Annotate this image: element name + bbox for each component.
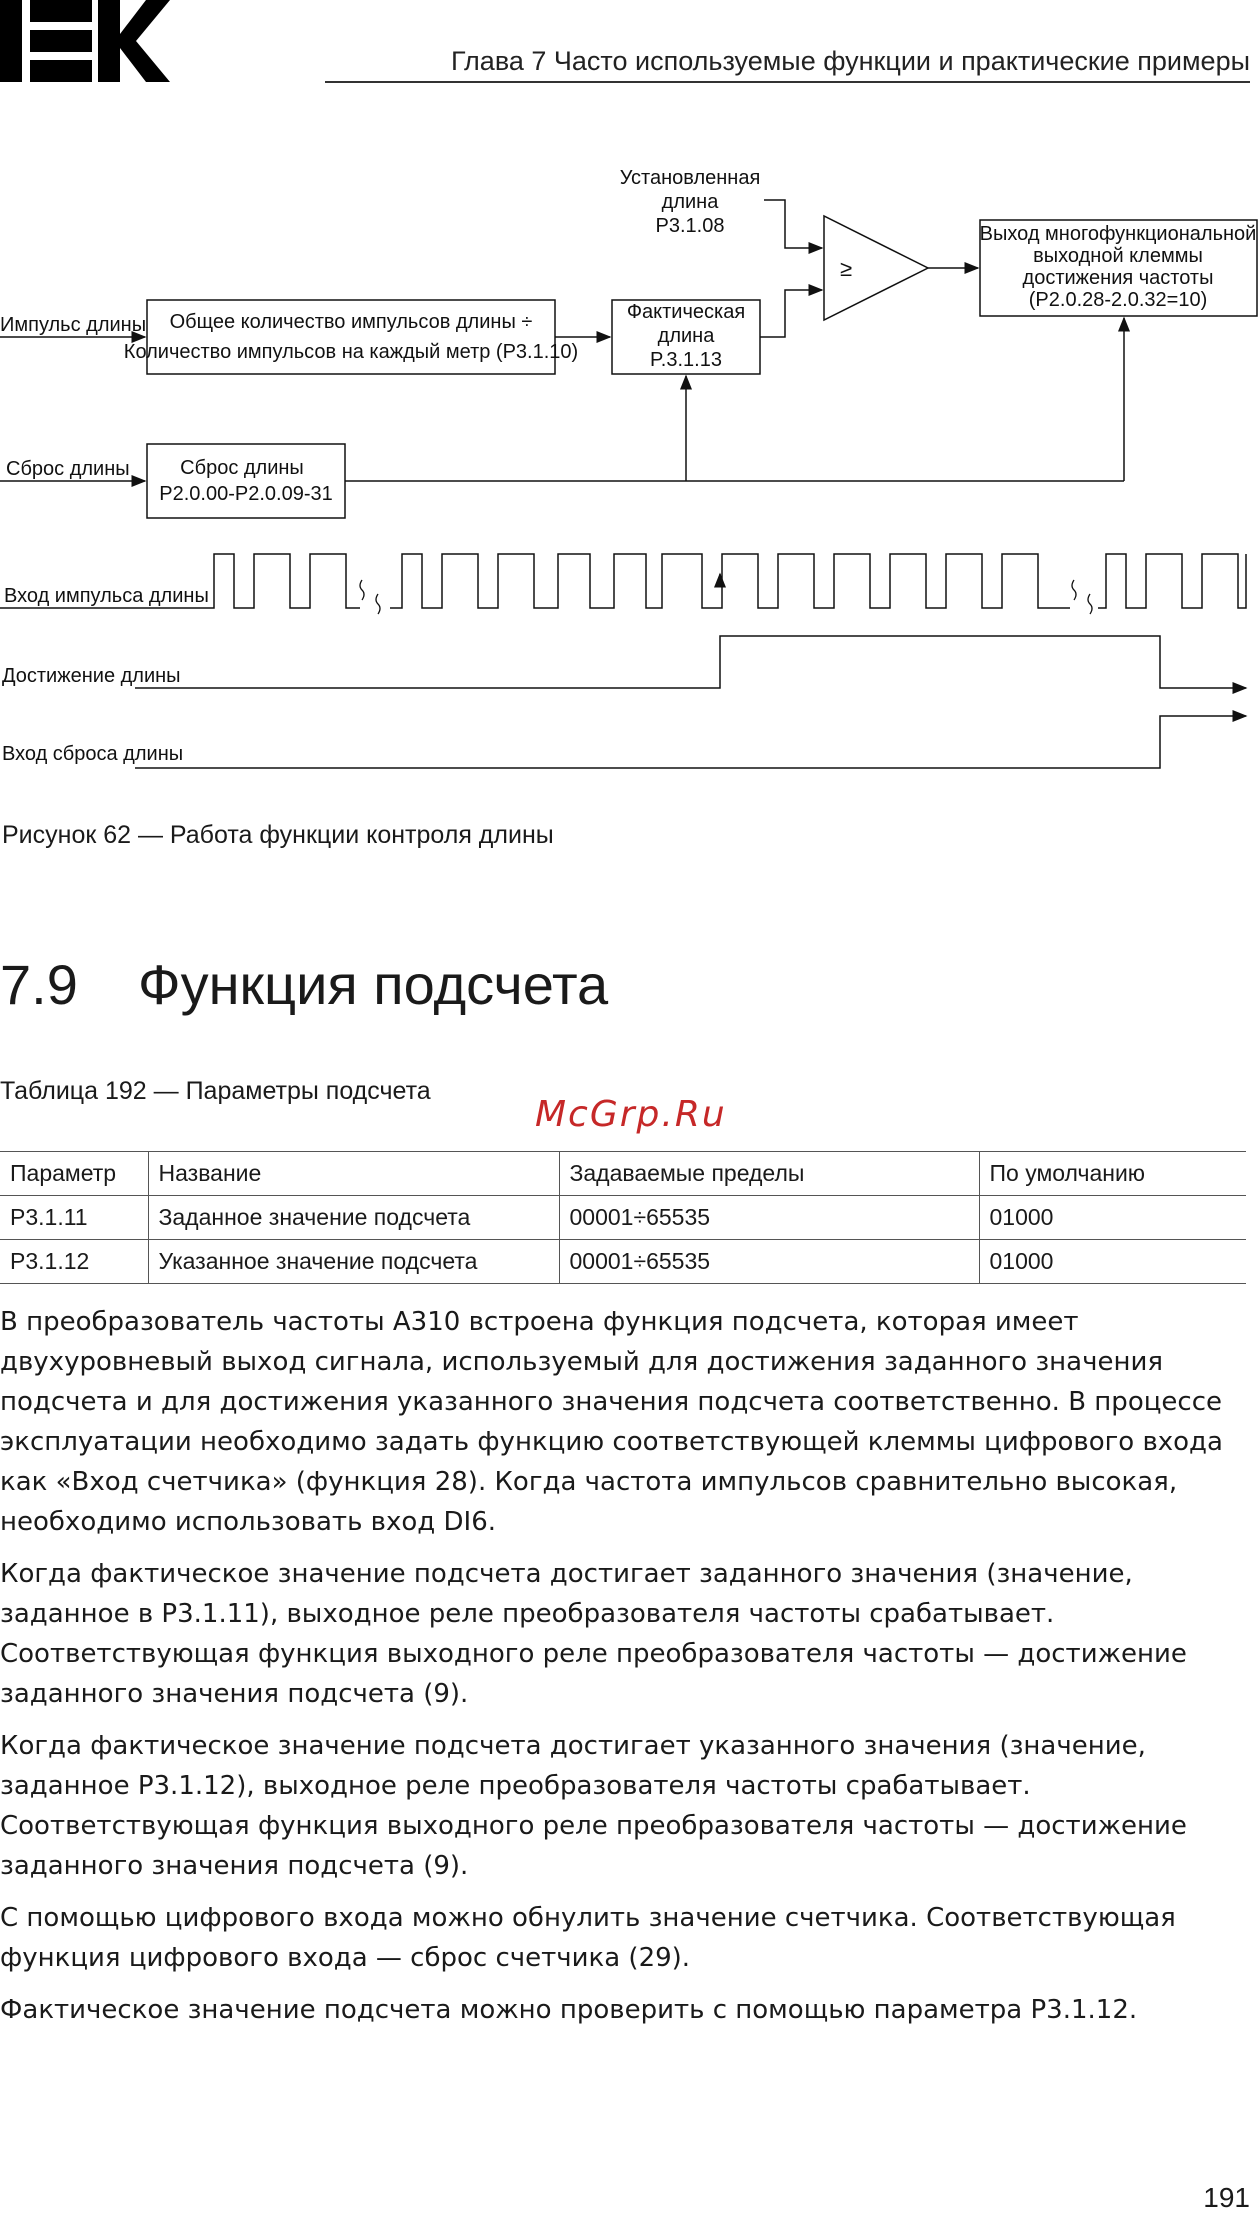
table-cell: 01000 bbox=[979, 1240, 1246, 1284]
output-box-line1: Выход многофункциональной bbox=[979, 223, 1257, 245]
table-row bbox=[0, 1196, 1246, 1240]
reset-box-line1: Сброс длины bbox=[180, 457, 304, 479]
figure-caption: Рисунок 62 — Работа функции контроля длины bbox=[2, 821, 554, 849]
table-cell: P3.1.12 bbox=[0, 1240, 148, 1284]
page-number: 191 bbox=[1203, 2182, 1250, 2213]
table-caption: Таблица 192 — Параметры подсчета bbox=[0, 1077, 431, 1105]
reset-length-label: Сброс длины bbox=[6, 458, 130, 480]
set-length-line3: P3.1.08 bbox=[655, 215, 725, 237]
table-cell: P3.1.11 bbox=[0, 1196, 148, 1240]
table-header-cell: Название bbox=[148, 1152, 559, 1196]
actual-box-line2: длина bbox=[657, 325, 715, 347]
paragraph: Когда фактическое значение подсчета достигает указанного значения (значение, заданное P3.1.12), выходное реле преобразователя частоты срабатывает. Соответствующая функция выходного реле преобразователя частоты — достижение заданного значения подсчета (9). bbox=[0, 1731, 1187, 1881]
impulse-length-label: Импульс длины bbox=[0, 314, 147, 336]
output-box-line4: (P2.0.28-2.0.32=10) bbox=[1028, 289, 1208, 311]
paragraph: Когда фактическое значение подсчета достигает заданного значения (значение, заданное в P3.1.11), выходное реле преобразователя частоты срабатывает. Соответствующая функция выходного реле преобразователя частоты — достижение заданного значения подсчета (9). bbox=[0, 1559, 1187, 1709]
paragraph: Фактическое значение подсчета можно проверить с помощью параметра P3.1.12. bbox=[0, 1995, 1138, 2025]
reset-box-line2: P2.0.00-P2.0.09-31 bbox=[159, 483, 333, 505]
reset-input-label: Вход сброса длины bbox=[2, 743, 184, 765]
set-length-line1: Установленная bbox=[619, 167, 761, 189]
parameters-table bbox=[0, 1151, 1246, 1284]
table-header-cell: По умолчанию bbox=[979, 1152, 1246, 1196]
section-number: 7.9 bbox=[0, 953, 78, 1016]
pulse-input-label: Вход импульса длины bbox=[4, 585, 209, 607]
total-box-line1: Общее количество импульсов длины ÷ bbox=[169, 311, 533, 333]
paragraph: В преобразователь частоты A310 встроена функция подсчета, которая имеет двухуровневый выход сигнала, используемый для достижения заданного значения подсчета и для достижения указанного значения подсчета соответственно. В процессе эксплуатации необходимо задать функцию соответствующей клеммы цифрового входа как «Вход счетчика» (функция 28). Когда частота импульсов сравнительно высокая, необходимо использовать вход DI6. bbox=[0, 1307, 1223, 1537]
paragraph: С помощью цифрового входа можно обнулить значение счетчика. Соответствующая функция цифрового входа — сброс счетчика (29). bbox=[0, 1903, 1176, 1973]
section-title bbox=[0, 950, 608, 1020]
comparator-symbol: ≥ bbox=[839, 256, 853, 281]
iek-logo bbox=[0, 0, 170, 82]
table-header-cell: Задаваемые пределы bbox=[559, 1152, 979, 1196]
length-control-diagram bbox=[0, 150, 1258, 790]
table-cell: Указанное значение подсчета bbox=[148, 1240, 559, 1284]
table-cell: 00001÷65535 bbox=[559, 1240, 979, 1284]
total-box-line2: Количество импульсов на каждый метр (P3.1.10) bbox=[123, 341, 579, 363]
table-header-row bbox=[0, 1152, 1246, 1196]
actual-box-line1: Фактическая bbox=[626, 301, 746, 323]
length-reached-label: Достижение длины bbox=[2, 665, 181, 687]
section-title-text: Функция подсчета bbox=[138, 953, 609, 1016]
actual-box-line3: P.3.1.13 bbox=[650, 349, 722, 371]
header-divider bbox=[325, 81, 1250, 83]
table-row bbox=[0, 1240, 1246, 1284]
table-cell: Заданное значение подсчета bbox=[148, 1196, 559, 1240]
table-cell: 00001÷65535 bbox=[559, 1196, 979, 1240]
table-cell: 01000 bbox=[979, 1196, 1246, 1240]
body-text bbox=[0, 1302, 1248, 2042]
reset-length-box bbox=[147, 444, 345, 518]
watermark: McGrp.Ru bbox=[535, 1094, 727, 1135]
set-length-line2: длина bbox=[661, 191, 719, 213]
output-box-line3: достижения частоты bbox=[1022, 267, 1214, 289]
output-box-line2: выходной клеммы bbox=[1033, 245, 1203, 267]
chapter-header: Глава 7 Часто используемые функции и практические примеры bbox=[450, 46, 1250, 76]
table-header-cell: Параметр bbox=[0, 1152, 148, 1196]
